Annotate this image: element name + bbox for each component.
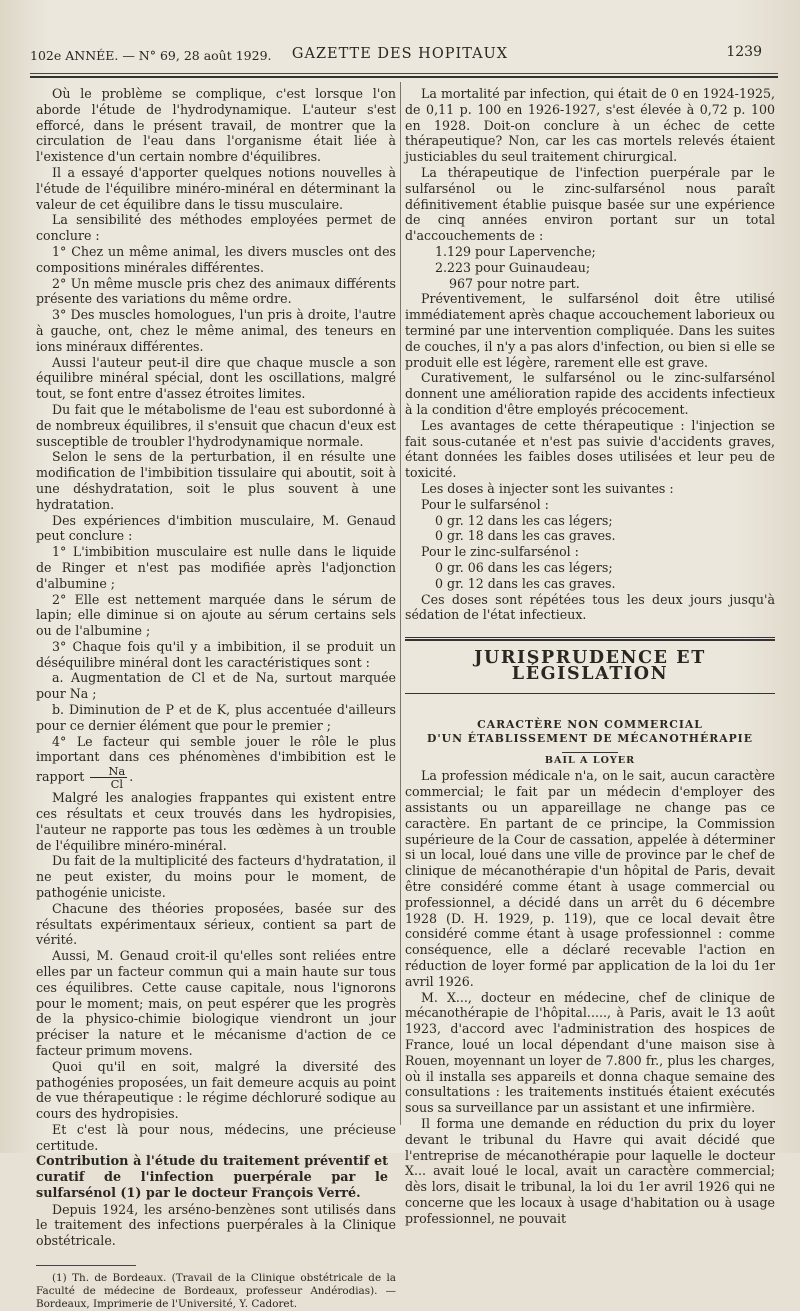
right-column — [405, 86, 775, 1226]
list-item: 0 gr. 06 dans les cas légers; — [435, 559, 613, 575]
section-rule — [405, 637, 775, 638]
page-header — [30, 44, 770, 66]
paragraph: Les avantages de cette thérapeutique : l'injection se fait sous-cutanée et n'est pas suivie d'accidents graves, étant données les faibles doses utilisées et leur peu de toxicité. — [405, 417, 775, 481]
paragraph: M. X..., docteur en médecine, chef de clinique de mécanothérapie de l'hôpital....., à Paris, avait le 13 août 1923, d'accord avec l'administration des hospices de France, loué un local dépendant d'une maison sise à Rouen, moyennant un loyer de 7.800 fr., plus les charges, où il installa ses appareils et donna chaque semaine des consultations : les traitements institués étaient exécutés sous sa surveillance par un assistant et une infirmière. — [405, 989, 775, 1116]
paragraph: Des expériences d'imbition musculaire, M. Genaud peut conclure : — [36, 512, 396, 544]
paragraph: 1° Chez un même animal, les divers muscles ont des compositions minérales différentes. — [36, 243, 396, 275]
list-item: 0 gr. 12 dans les cas légers; — [435, 512, 613, 528]
paragraph: Aussi, M. Genaud croit-il qu'elles sont reliées entre elles par un facteur commun qui a main haute sur tous ces équilibres. Cette cause capitale, nous l'ignorons pour le moment; mais, on peut espérer que les progrès de la physico-chimie biologique viendront un jour préciser la nature et le mécanisme d'action de ce facteur primum movens. — [36, 948, 396, 1059]
section-rule-thick — [405, 639, 775, 641]
paragraph: Du fait de la multiplicité des facteurs d'hydratation, il ne peut exister, du moins pour le moment, de pathogénie uniciste. — [36, 853, 396, 901]
header-rule-thick — [30, 76, 778, 78]
left-column — [36, 86, 396, 1310]
paragraph: Malgré les analogies frappantes qui existent entre ces résultats et ceux trouvés dans les hydropisies, l'auteur ne rapporte pas tous les œdèmes à un trouble de l'équilibre minéro-minéral. — [36, 790, 396, 853]
list-item: 2.223 pour Guinaudeau; — [435, 259, 591, 275]
footnote: (1) Th. de Bordeaux. (Travail de la Clinique obstétricale de la Faculté de médecine de Bordeaux, professeur Andérodias). — Bordeaux, Imprimerie de l'Université, Y. Cadoret. — [36, 1271, 396, 1310]
paragraph: La profession médicale n'a, on le sait, aucun caractère commercial; le fait par un médecin d'employer des assistants ou un appareillage ne change pas ce caractère. En partant de ce principe, la Commission supérieure de la Cour de cassation, appelée à déterminer si un local, loué dans une ville de province par le chef de clinique de mécanothérapie d'un hôpital de Paris, devait être considéré comme étant à usage commercial ou professionnel, a décidé dans un arrêt du 6 décembre 1928 (D. H. 1929, p. 119), que ce local devait être considéré comme étant à usage professionnel : comme conséquence, elle a déclaré recevable l'action en réduction de loyer formé par application de la loi du 1er avril 1926. — [405, 768, 775, 989]
list-item: 1.129 pour Lapervenche; — [435, 243, 596, 259]
paragraph: Curativement, le sulfarsénol ou le zinc-sulfarsénol donnent une amélioration rapide des accidents infectieux à la condition d'être employés précocement. — [405, 370, 775, 417]
ratio-fraction — [90, 765, 127, 790]
list-item: 0 gr. 12 dans les cas graves. — [435, 575, 616, 591]
header-rule — [30, 73, 778, 74]
paragraph: a. Augmentation de Cl et de Na, surtout marquée pour Na ; — [36, 670, 396, 702]
footnote-rule — [36, 1265, 136, 1266]
ratio-text: 4° Le facteur qui semble jouer le rôle le plus important dans ces phénomènes d'imbibition est le rapport — [36, 733, 396, 785]
paragraph: 2° Un même muscle pris chez des animaux différents présente des variations du même ordre. — [36, 275, 396, 307]
paragraph: Et c'est là pour nous, médecins, une précieuse certitude. — [36, 1122, 396, 1153]
paragraph: Il forma une demande en réduction du prix du loyer devant le tribunal du Havre qui avait décidé que l'entreprise de mécanothérapie pour laquelle le docteur X... avait loué le local, avait un caractère commercial; dès lors, disait le tribunal, la loi du 1er avril 1926 qui ne concerne que les locaux à usage d'habitation ou à usage professionnel, ne pouvait — [405, 1116, 775, 1226]
article-title-line2: D'UN ÉTABLISSEMENT DE MÉCANOTHÉRAPIE — [427, 731, 753, 745]
paragraph: 2° Elle est nettement marquée dans le sérum de lapin; elle diminue si on ajoute au sérum certains sels ou de l'albumine ; — [36, 591, 396, 639]
paragraph: Les doses à injecter sont les suivantes : — [421, 480, 674, 496]
paragraph: Où le problème se complique, c'est lorsque l'on aborde l'étude de l'hydrodynamique. L'auteur s'est efforcé, dans le présent travail, de montrer que la circulation de l'eau dans l'organisme était liée à l'existence d'un certain nombre d'équilibres. — [36, 86, 396, 165]
paragraph: Ces doses sont répétées tous les deux jours jusqu'à sédation de l'état infectieux. — [405, 591, 775, 623]
fraction-denominator: Cl — [110, 777, 124, 792]
article-title-line1: CARACTÈRE NON COMMERCIAL — [477, 717, 703, 731]
list-item: 0 gr. 18 dans les cas graves. — [435, 528, 616, 544]
column-divider — [400, 82, 401, 1125]
list-item: 967 pour notre part. — [449, 275, 580, 291]
section-heading: JURISPRUDENCE ET LÉGISLATION — [474, 648, 706, 684]
article-subtitle: BAIL A LOYER — [544, 754, 636, 766]
page-number: 1239 — [726, 44, 762, 60]
issue-info: 102e ANNÉE. — N° 69, 28 août 1929. — [30, 48, 272, 63]
paragraph: Chacune des théories proposées, basée sur des résultats expérimentaux sérieux, contient sa part de vérité. — [36, 900, 396, 948]
paragraph: 1° L'imbibition musculaire est nulle dans le liquide de Ringer et n'est pas modifiée après l'adjonction d'albumine ; — [36, 544, 396, 591]
paragraph: Selon le sens de la perturbation, il en résulte une modification de l'imbibition tissulaire qui aboutit, soit à une déshydratation, soit le plus souvent à une hydratation. — [36, 449, 396, 512]
journal-title: GAZETTE DES HOPITAUX — [291, 46, 509, 62]
paragraph-with-ratio: 4° Le facteur qui semble jouer le rôle le plus important dans ces phénomènes d'imbibition est le rapport $\frac{Na}{Cl}$ . — [36, 733, 396, 792]
paragraph: 3° Des muscles homologues, l'un pris à droite, l'autre à gauche, ont, chez le même animal, des teneurs en ions minéraux différentes. — [36, 307, 396, 354]
paragraph: b. Diminution de P et de K, plus accentuée d'ailleurs pour ce dernier élément que pour le premier ; — [36, 702, 396, 733]
paragraph: Du fait que le métabolisme de l'eau est subordonné à de nombreux équilibres, il s'ensuit que chacun d'eux est susceptible de troubler l'hydrodynamique normale. — [36, 401, 396, 449]
paragraph: Aussi l'auteur peut-il dire que chaque muscle a son équilibre minéral spécial, dont les oscillations, malgré tout, se font entre d'assez étroites limites. — [36, 354, 396, 402]
paragraph: Quoi qu'il en soit, malgré la diversité des pathogénies proposées, un fait demeure acquis au point de vue thérapeutique : le régime déchloruré sodique au cours des hydropisies. — [36, 1058, 396, 1122]
paragraph: La mortalité par infection, qui était de 0 en 1924-1925, de 0,11 p. 100 en 1926-1927, s'est élevée à 0,72 p. 100 en 1928. Doit-on conclure à un échec de cette thérapeutique? Non, car les cas mortels relevés étaient justiciables du seul traitement chirurgical. — [405, 86, 775, 165]
fraction-numerator: Na — [90, 765, 127, 778]
paragraph: Pour le sulfarsénol : — [421, 496, 549, 512]
paragraph: Depuis 1924, les arséno-benzènes sont utilisés dans le traitement des infections puerpérales à la Clinique obstétricale. — [36, 1201, 396, 1249]
paragraph: Pour le zinc-sulfarsénol : — [421, 544, 579, 560]
paragraph: La thérapeutique de l'infection puerpérale par le sulfarsénol ou le zinc-sulfarsénol nous paraît définitivement établie puisque basée sur une expérience de cinq années environ portant sur un total d'accouchements de : — [405, 164, 775, 244]
section-title: Contribution à l'étude du traitement préventif et curatif de l'infection puerpérale par le sulfarsénol (1) par le docteur François Verré. — [36, 1153, 388, 1201]
paragraph: 3° Chaque fois qu'il y a imbibition, il se produit un déséquilibre minéral dont les caractéristiques sont : — [36, 638, 396, 670]
paragraph: La sensibilité des méthodes employées permet de conclure : — [36, 212, 396, 244]
paragraph: Préventivement, le sulfarsénol doit être utilisé immédiatement après chaque accouchement laborieux ou terminé par une intervention compliquée. Dans les suites de couches, il n'y a pas alors d'infection, ou bien si elle se produit elle est légère, rarement elle est grave. — [405, 291, 775, 370]
paragraph: Il a essayé d'apporter quelques notions nouvelles à l'étude de l'équilibre minéro-minéral en déterminant la valeur de cet équilibre dans le tissu musculaire. — [36, 164, 396, 212]
section-rule-bottom — [405, 693, 775, 694]
